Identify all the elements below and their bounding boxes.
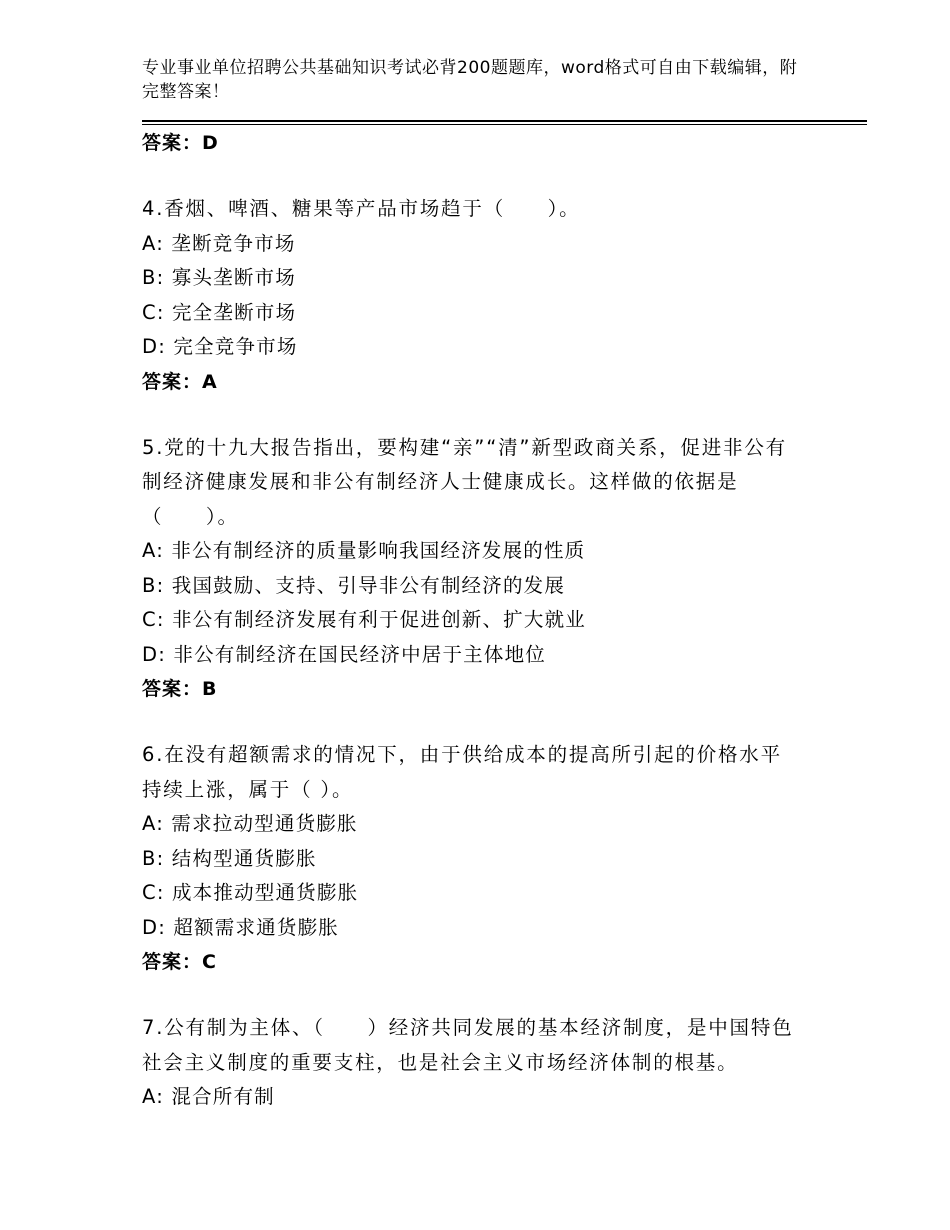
header-divider: [142, 120, 867, 125]
question-5: [142, 431, 802, 707]
question-stem: 4.香烟、啤酒、糖果等产品市场趋于（ ）。: [142, 197, 581, 220]
option-a: A: 垄断竞争市场: [142, 231, 296, 255]
question-4: [142, 192, 802, 399]
option-c: C: 成本推动型通货膨胀: [142, 881, 359, 904]
question-7: [142, 1011, 802, 1115]
question-6: [142, 738, 802, 979]
option-a: A: 需求拉动型通货膨胀: [142, 812, 358, 835]
option-b: B: 寡头垄断市场: [142, 266, 296, 289]
header-title: 专业事业单位招聘公共基础知识考试必背200题题库，word格式可自由下载编辑，附完整答案！: [142, 58, 798, 102]
answer-line: 答案：D: [142, 132, 219, 154]
page-header: [142, 56, 802, 104]
document-body: [142, 126, 802, 1115]
answer-line: 答案：A: [142, 370, 218, 393]
option-c: C: 非公有制经济发展有利于促进创新、扩大就业: [142, 608, 586, 631]
option-b: B: 结构型通货膨胀: [142, 846, 317, 870]
option-d: D: 非公有制经济在国民经济中居于主体地位: [142, 642, 546, 666]
question-stem: 6.在没有超额需求的情况下，由于供给成本的提高所引起的价格水平持续上涨，属于（ ）。: [142, 743, 782, 801]
option-d: D: 超额需求通货膨胀: [142, 915, 339, 939]
option-a: A: 非公有制经济的质量影响我国经济发展的性质: [142, 539, 586, 562]
question-stem: 5.党的十九大报告指出，要构建“亲”“清”新型政商关系，促进非公有制经济健康发展和非公有制经济人士健康成长。这样做的依据是（ ）。: [142, 435, 787, 528]
answer-line: 答案：C: [142, 951, 217, 973]
option-d: D: 完全竞争市场: [142, 335, 298, 358]
option-b: B: 我国鼓励、支持、引导非公有制经济的发展: [142, 573, 566, 597]
option-a: A: 混合所有制: [142, 1085, 275, 1108]
question-stem: 7.公有制为主体、（ ）经济共同发展的基本经济制度，是中国特色社会主义制度的重要支柱，也是社会主义市场经济体制的根基。: [142, 1016, 794, 1074]
answer-line: 答案：B: [142, 678, 218, 700]
option-c: C: 完全垄断市场: [142, 300, 297, 324]
